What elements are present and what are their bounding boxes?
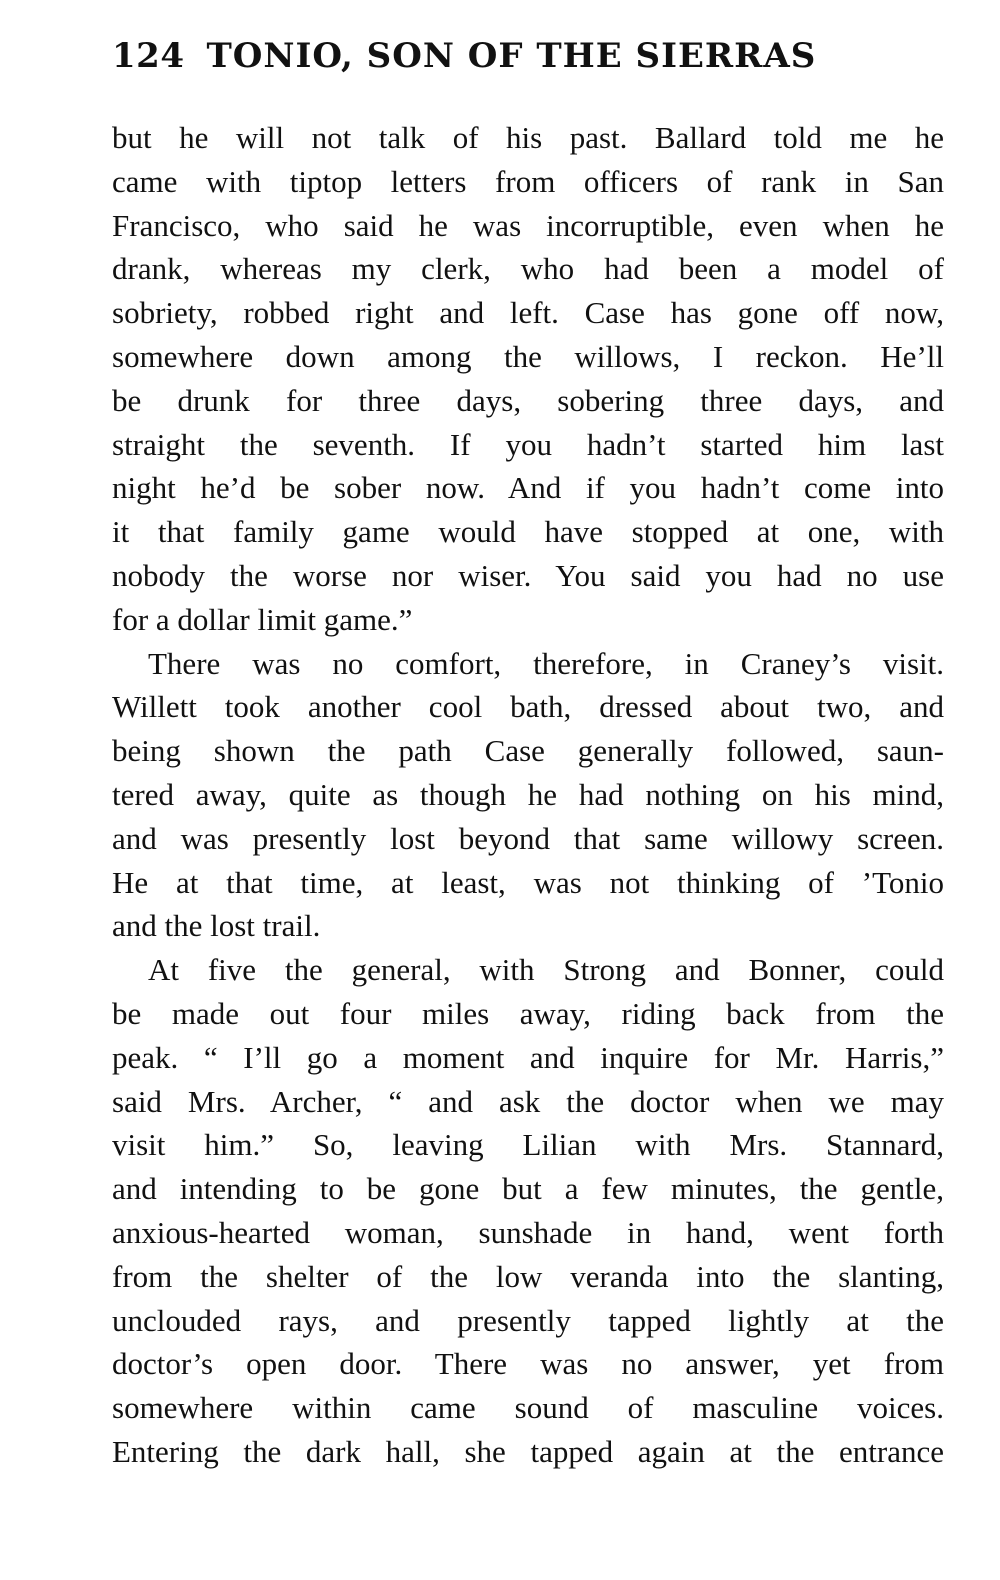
- text-line: and was presently lost beyond that same willowy screen.: [112, 820, 944, 856]
- text-line: night he’d be sober now. And if you hadn’t come into: [112, 470, 944, 506]
- text-line: Francisco, who said he was incorruptible, even when he: [112, 207, 944, 243]
- text-line: somewhere down among the willows, I reckon. He’ll: [112, 338, 944, 374]
- running-title: TONIO, SON OF THE SIERRAS: [206, 36, 817, 76]
- text-line: be made out four miles away, riding back from the: [112, 995, 944, 1031]
- text-line: tered away, quite as though he had nothing on his mind,: [112, 776, 944, 812]
- text-line: sobriety, robbed right and left. Case has gone off now,: [112, 295, 944, 331]
- text-line: and intending to be gone but a few minutes, the gentle,: [112, 1171, 944, 1207]
- text-line: it that family game would have stopped at one, with: [112, 514, 944, 550]
- text-line: visit him.” So, leaving Lilian with Mrs. Stannard,: [112, 1127, 944, 1163]
- text-line: be drunk for three days, sobering three days, and: [112, 382, 944, 418]
- text-line: Willett took another cool bath, dressed about two, and: [112, 689, 944, 725]
- running-header: [112, 36, 952, 86]
- page-number: 124: [112, 36, 185, 76]
- text-line: straight the seventh. If you hadn’t started him last: [112, 426, 944, 462]
- text-line: Entering the dark hall, she tapped again at the entrance: [112, 1433, 944, 1469]
- text-line: from the shelter of the low veranda into the slanting,: [112, 1258, 944, 1294]
- text-line: At five the general, with Strong and Bonner, could: [148, 952, 944, 988]
- text-line: peak. “ I’ll go a moment and inquire for Mr. Harris,”: [112, 1039, 944, 1075]
- text-line: somewhere within came sound of masculine voices.: [112, 1390, 944, 1426]
- text-line: anxious-hearted woman, sunshade in hand, went forth: [112, 1214, 944, 1250]
- body-text: [112, 116, 944, 1474]
- text-line: being shown the path Case generally followed, saun-: [112, 733, 944, 769]
- text-line: drank, whereas my clerk, who had been a model of: [112, 251, 944, 287]
- text-line: said Mrs. Archer, “ and ask the doctor when we may: [112, 1083, 944, 1119]
- paragraph-3: [112, 948, 944, 1474]
- text-line: for a dollar limit game.”: [112, 601, 413, 637]
- text-line: and the lost trail.: [112, 908, 321, 944]
- paragraph-2: [112, 642, 944, 949]
- text-line: He at that time, at least, was not thinking of ’Tonio: [112, 864, 944, 900]
- text-line: doctor’s open door. There was no answer, yet from: [112, 1346, 944, 1382]
- paragraph-1: [112, 116, 944, 642]
- text-line: There was no comfort, therefore, in Craney’s visit.: [148, 645, 944, 681]
- text-line: but he will not talk of his past. Ballard told me he: [112, 120, 944, 155]
- text-line: unclouded rays, and presently tapped lightly at the: [112, 1302, 944, 1338]
- text-line: nobody the worse nor wiser. You said you had no use: [112, 557, 944, 593]
- text-line: came with tiptop letters from officers of rank in San: [112, 163, 944, 199]
